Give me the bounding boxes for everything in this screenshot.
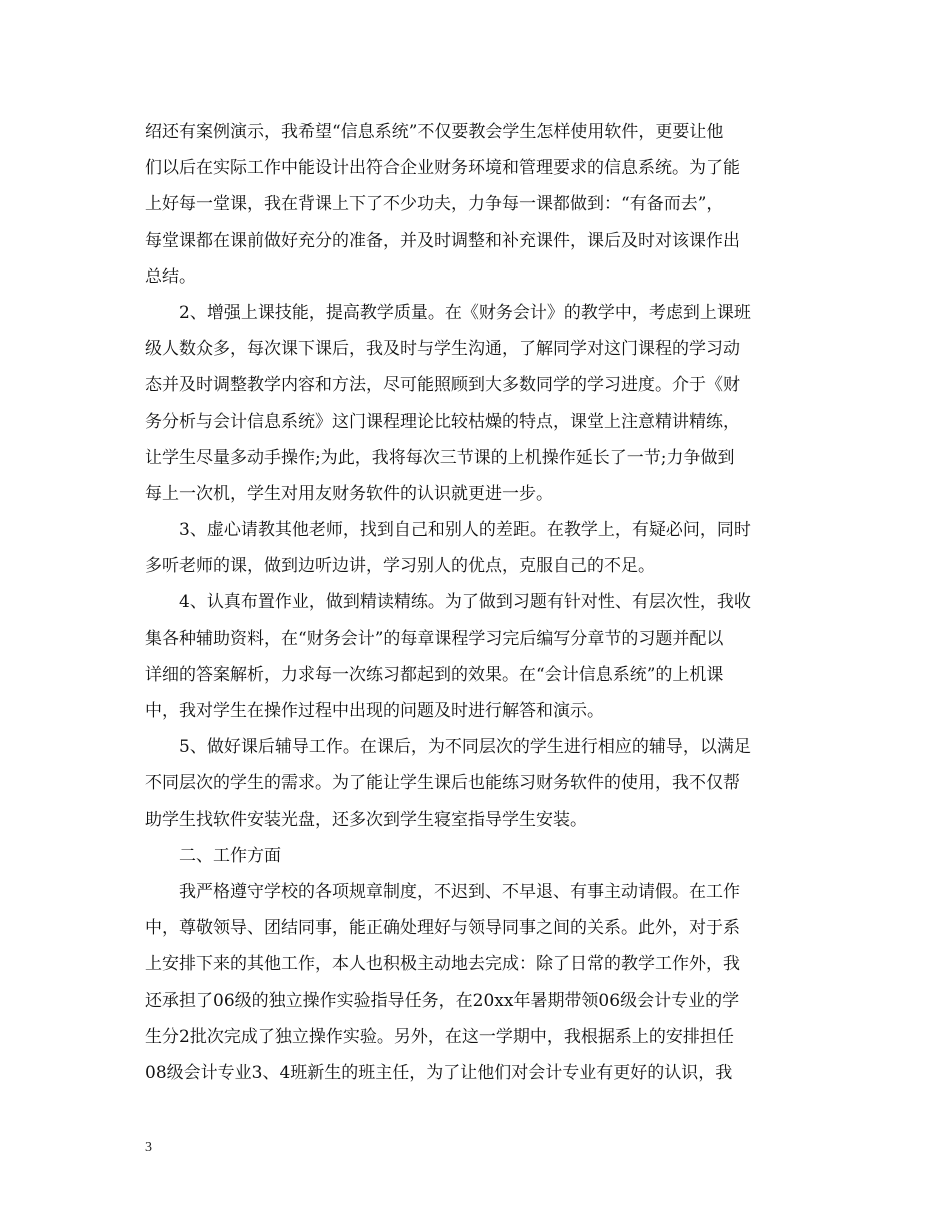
- text-line: 上好每一堂课，我在背课上下了不少功夫，力争每一课都做到：“有备而去”，: [145, 194, 724, 215]
- text-line: 4、认真布置作业，做到精读精练。为了做到习题有针对性、有层次性，我收: [179, 592, 751, 613]
- text-line: 详细的答案解析，力求每一次练习都起到的效果。在“会计信息系统”的上机课: [145, 664, 724, 685]
- text-line: 中，尊敬领导、团结同事，能正确处理好与领导同事之间的关系。此外，对于系: [145, 918, 740, 939]
- text-line: 还承担了06级的独立操作实验指导任务，在20xx年暑期带领06级会计专业的学: [145, 990, 740, 1011]
- text-line: 助学生找软件安装光盘，还多次到学生寝室指导学生安装。: [145, 809, 587, 830]
- text-line: 们以后在实际工作中能设计出符合企业财务环境和管理要求的信息系统。为了能: [145, 158, 740, 179]
- document-body: [145, 114, 805, 1091]
- text-line: 我严格遵守学校的各项规章制度，不迟到、不早退、有事主动请假。在工作: [179, 881, 740, 902]
- text-line: 每堂课都在课前做好充分的准备，并及时调整和补充课件，课后及时对该课作出: [145, 230, 740, 251]
- text-line: 级人数众多，每次课下课后，我及时与学生沟通，了解同学对这门课程的学习动: [145, 339, 740, 360]
- text-line: 多听老师的课，做到边听边讲，学习别人的优点，克服自己的不足。: [145, 556, 655, 577]
- text-line: 3、虚心请教其他老师，找到自己和别人的差距。在教学上，有疑必问，同时: [179, 520, 751, 541]
- text-line: 二、工作方面: [179, 845, 281, 866]
- text-line: 态并及时调整教学内容和方法，尽可能照顾到大多数同学的学习进度。介于《财: [145, 375, 740, 396]
- text-line: 不同层次的学生的需求。为了能让学生课后也能练习财务软件的使用，我不仅帮: [145, 773, 740, 794]
- text-line: 总结。: [145, 266, 196, 287]
- text-line: 让学生尽量多动手操作;为此，我将每次三节课的上机操作延长了一节;力争做到: [145, 447, 735, 468]
- text-line: 生分2批次完成了独立操作实验。另外，在这一学期中，我根据系上的安排担任: [145, 1026, 734, 1047]
- text-line: 务分析与会计信息系统》这门课程理论比较枯燥的特点，课堂上注意精讲精练，: [145, 411, 740, 432]
- text-line: 中，我对学生在操作过程中出现的问题及时进行解答和演示。: [145, 701, 604, 721]
- text-line: 5、做好课后辅导工作。在课后，为不同层次的学生进行相应的辅导，以满足: [179, 737, 751, 758]
- text-line: 每上一次机，学生对用友财务软件的认识就更进一步。: [145, 483, 553, 504]
- text-line: 2、增强上课技能，提高教学质量。在《财务会计》的教学中，考虑到上课班: [179, 302, 751, 323]
- text-line: 08级会计专业3、4班新生的班主任，为了让他们对会计专业有更好的认识，我: [145, 1062, 733, 1083]
- page-number: 3: [145, 1140, 152, 1155]
- text-line: 上安排下来的其他工作，本人也积极主动地去完成：除了日常的教学工作外，我: [145, 954, 740, 975]
- text-line: 集各种辅助资料，在“财务会计”的每章课程学习完后编写分章节的习题并配以: [145, 628, 724, 649]
- text-line: 绍还有案例演示，我希望“信息系统”不仅要教会学生怎样使用软件，更要让他: [145, 122, 724, 142]
